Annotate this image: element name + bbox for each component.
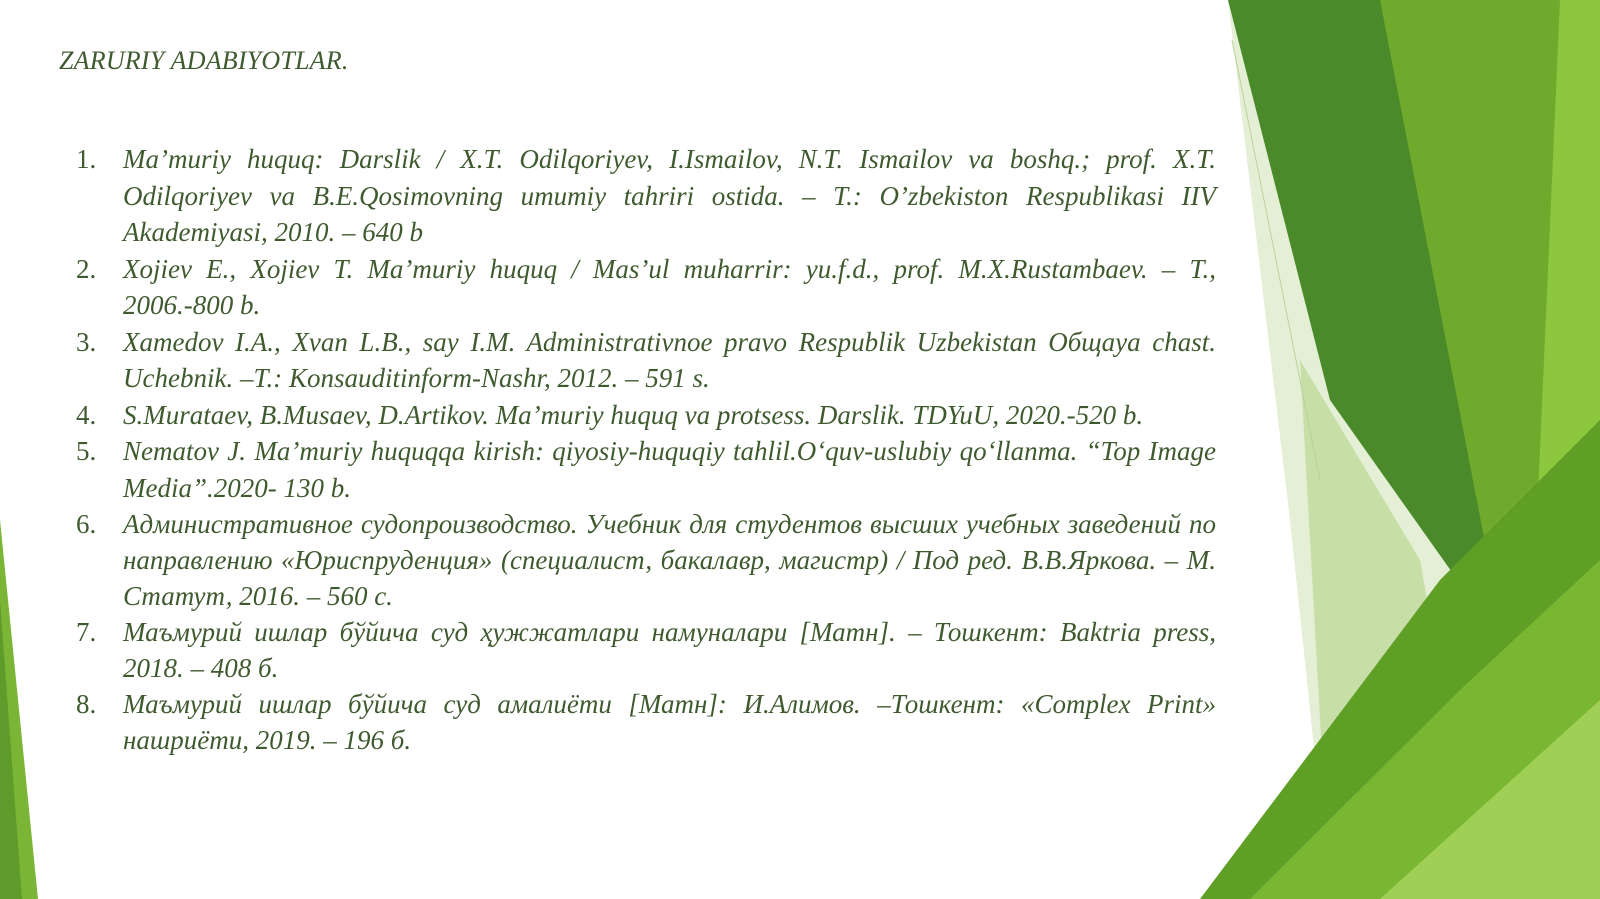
reference-item-2 xyxy=(62,251,1216,324)
reference-text: Административное судопроизводство. Учебник для студентов высших учебных заведений по направлению «Юриспруденция» (специалист, бакалавр, магистр) / Под ред. В.В.Яркова. – М. Статут, 2016. – 560 с. xyxy=(123,509,1216,611)
reference-text: S.Murataev, B.Musaev, D.Artikov. Ma’muriy huquq va protsess. Darslik. TDYuU, 2020.-520 b. xyxy=(123,399,1144,430)
reference-text: Маъмурий ишлар бўйича суд амалиёти [Матн]: И.Алимов. –Тошкент: «Complex Print» нашриёти, 2019. – 196 б. xyxy=(123,689,1216,755)
slide-title: ZARURIY ADABIYOTLAR. xyxy=(59,46,349,75)
reference-number: 5. xyxy=(76,436,97,466)
reference-list xyxy=(62,141,1216,758)
reference-item-6 xyxy=(62,506,1216,614)
reference-item-7 xyxy=(62,614,1216,686)
reference-number: 2. xyxy=(76,253,97,284)
reference-item-8 xyxy=(62,686,1216,758)
reference-item-3 xyxy=(62,324,1216,397)
reference-text: Nematov J. Ma’muriy huquqqa kirish: qiyosiy-huquqiy tahlil.O‘quv-uslubiy qo‘llanma. “Top Image Media”.2020- 130 b. xyxy=(123,436,1216,503)
reference-number: 6. xyxy=(76,509,97,539)
reference-text: Маъмурий ишлар бўйича суд ҳужжатлари намуналари [Матн]. – Тошкент: Baktria press, 2018. – 408 б. xyxy=(123,617,1216,683)
reference-number: 4. xyxy=(76,399,97,430)
reference-item-4 xyxy=(62,397,1216,434)
reference-number: 1. xyxy=(76,144,97,174)
reference-text: Xamedov I.A., Xvan L.B., say I.M. Administrativnoe pravo Respublik Uzbekistan Общaya chast. Uchebnik. –T.: Konsauditinform-Nashr, 2012. – 591 s. xyxy=(123,326,1216,393)
reference-number: 7. xyxy=(76,617,97,647)
reference-text: Ma’muriy huquq: Darslik / X.T. Odilqoriyev, I.Ismailov, N.T. Ismailov va boshq.; prof. X.T. Odilqoriyev va B.E.Qosimovning umumiy tahriri ostida. – T.: O’zbekiston Respublikasi IIV Akademiyasi, 2010. – 640 b xyxy=(123,144,1216,247)
reference-item-1 xyxy=(62,141,1216,251)
reference-item-5 xyxy=(62,433,1216,506)
reference-number: 8. xyxy=(76,689,97,719)
reference-number: 3. xyxy=(76,326,97,357)
reference-text: Xojiev E., Xojiev T. Ma’muriy huquq / Mas’ul muharrir: yu.f.d., prof. M.X.Rustambaev. – T., 2006.-800 b. xyxy=(123,253,1216,320)
